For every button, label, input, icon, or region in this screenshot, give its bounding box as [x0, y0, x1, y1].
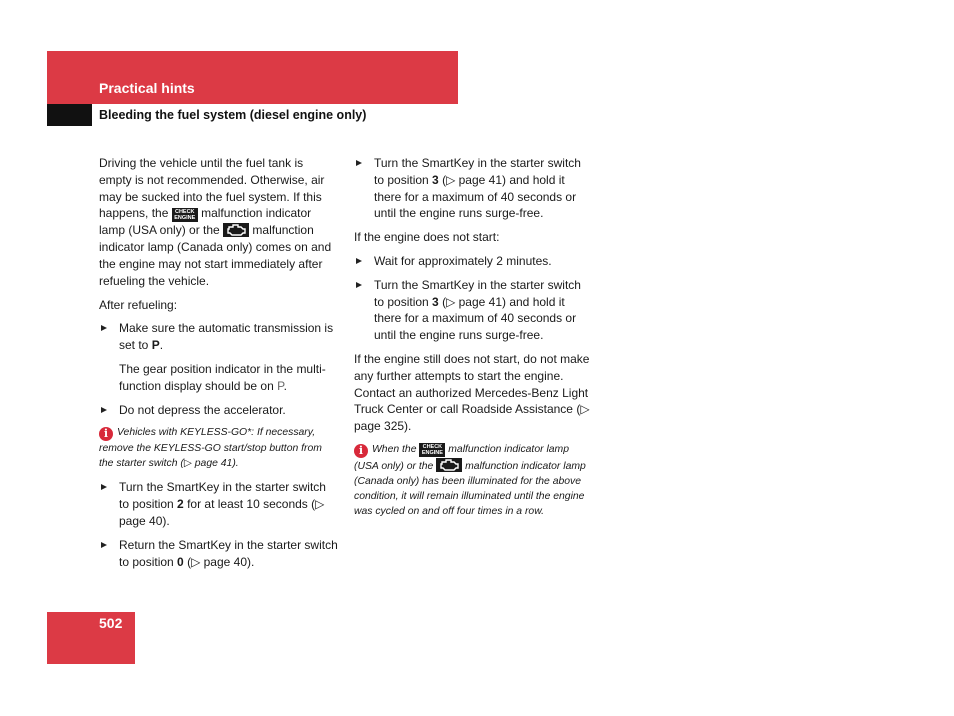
info-icon: i: [354, 444, 368, 458]
after-refueling-label: After refueling:: [99, 297, 178, 312]
subsection-title: Bleeding the fuel system (diesel engine only): [99, 108, 367, 122]
check-engine-icon: CHECK ENGINE: [419, 443, 445, 457]
step-accelerator: Do not depress the accelerator.: [99, 402, 339, 419]
check-engine-icon: CHECK ENGINE: [172, 208, 198, 222]
step-position-3-retry: Turn the SmartKey in the starter switch to position 3 (▷ page 41) and hold it there for a maximum of 40 seconds or until the engine runs surge-free.: [354, 277, 594, 344]
engine-malfunction-icon: [223, 223, 249, 237]
section-tab-marker: [47, 104, 92, 126]
page-number: 502: [99, 615, 123, 631]
step-position-2: Turn the SmartKey in the starter switch to position 2 for at least 10 seconds (▷ page 40).: [99, 479, 339, 529]
step-wait: Wait for approximately 2 minutes.: [354, 253, 594, 270]
if-not-start-label: If the engine does not start:: [354, 230, 500, 245]
left-column: [99, 155, 339, 577]
engine-malfunction-icon: [436, 458, 462, 472]
keyless-go-note: i Vehicles with KEYLESS-GO*: If necessary, remove the KEYLESS-GO start/stop button from the starter switch (▷ page 41).: [99, 427, 322, 470]
malfunction-lamp-note: i When the CHECK ENGINE malfunction indicator lamp (USA only) or the malfunction indicator lamp (Canada only) has been illuminated for the above condition, it will remain illuminated until the engine was cycled on and off four times in a row.: [354, 443, 586, 517]
step-transmission: Make sure the automatic transmission is set to P.: [99, 320, 339, 354]
header-band: [47, 51, 458, 104]
section-title: Practical hints: [99, 80, 195, 96]
still-not-start-paragraph: If the engine still does not start, do not make any further attempts to start the engine. Contact an authorized Mercedes-Benz Light Truck Center or call Roadside Assistance (▷ page 325).: [354, 351, 590, 434]
step-position-0: Return the SmartKey in the starter switch to position 0 (▷ page 40).: [99, 537, 339, 571]
right-column: [354, 155, 594, 527]
info-icon: i: [99, 427, 113, 441]
step-position-3: Turn the SmartKey in the starter switch to position 3 (▷ page 41) and hold it there for a maximum of 40 seconds or until the engine runs surge-free.: [354, 155, 594, 222]
gear-position-note: The gear position indicator in the multi-function display should be on P.: [119, 361, 326, 393]
intro-paragraph: Driving the vehicle until the fuel tank is empty is not recommended. Otherwise, air may be sucked into the fuel system. If this happens, the CHECK ENGINE malfunction indicator lamp (USA only) or the malfunction indicator lamp (Canada only) comes on and the engine may not start immediately after refueling the vehicle.: [99, 156, 332, 288]
